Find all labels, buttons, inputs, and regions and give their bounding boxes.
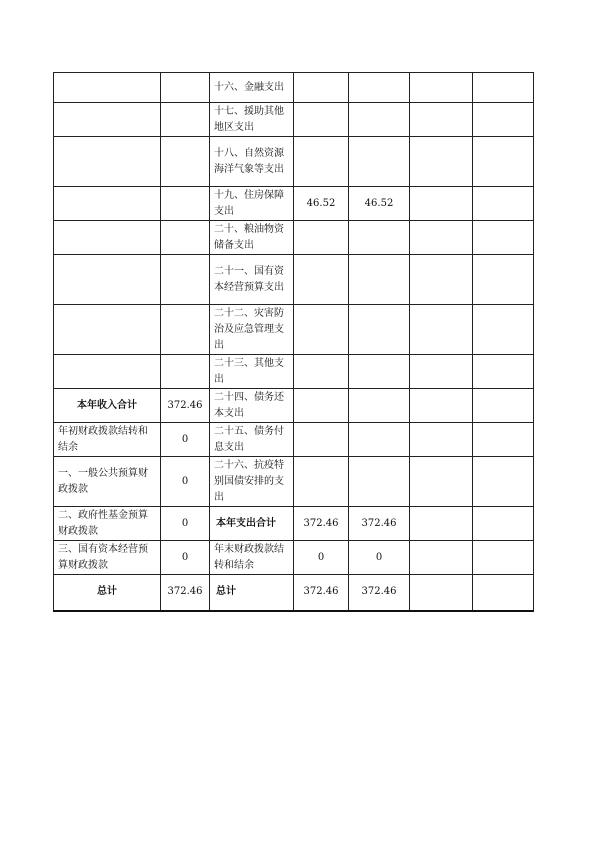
capital-budget-cell — [473, 255, 534, 305]
fund-budget-cell — [410, 355, 473, 389]
capital-budget-cell — [473, 187, 534, 221]
income-amount-cell: 0 — [161, 457, 210, 507]
fund-budget-cell — [410, 423, 473, 457]
table-row — [54, 541, 534, 575]
table-row — [54, 355, 534, 389]
expense-item-cell: 二十二、灾害防治及应急管理支出 — [210, 305, 294, 355]
table-row — [54, 423, 534, 457]
fund-budget-cell — [410, 137, 473, 187]
expense-item-cell: 二十五、债务付息支出 — [210, 423, 294, 457]
table-row — [54, 507, 534, 541]
expense-item-cell: 二十六、抗疫特别国债安排的支出 — [210, 457, 294, 507]
grand-total-label: 总计 — [54, 575, 161, 611]
capital-budget-cell — [473, 73, 534, 103]
expense-total-cell — [294, 423, 349, 457]
general-budget-cell — [349, 305, 410, 355]
general-budget-cell — [349, 355, 410, 389]
income-item-cell: 二、政府性基金预算财政拨款 — [54, 507, 161, 541]
table-row — [54, 255, 534, 305]
capital-budget-cell — [473, 103, 534, 137]
capital-budget-cell — [473, 423, 534, 457]
general-budget-cell — [349, 423, 410, 457]
table-row — [54, 305, 534, 355]
expense-total-cell — [294, 389, 349, 423]
expense-total-cell — [294, 103, 349, 137]
income-amount-cell — [161, 221, 210, 255]
capital-budget-cell — [473, 507, 534, 541]
general-budget-cell — [349, 103, 410, 137]
grand-total-label: 总计 — [210, 575, 294, 611]
capital-budget-cell — [473, 541, 534, 575]
income-amount-cell: 372.46 — [161, 389, 210, 423]
expense-total-cell — [294, 457, 349, 507]
table-row — [54, 457, 534, 507]
general-budget-cell — [349, 73, 410, 103]
table-row — [54, 221, 534, 255]
fund-budget-cell — [410, 541, 473, 575]
fund-budget-cell — [410, 575, 473, 611]
income-item-cell — [54, 103, 161, 137]
expense-total-cell — [294, 305, 349, 355]
income-amount-cell — [161, 73, 210, 103]
income-item-cell: 一、一般公共预算财政拨款 — [54, 457, 161, 507]
expense-item-cell: 十九、住房保障支出 — [210, 187, 294, 221]
fund-budget-cell — [410, 457, 473, 507]
expense-item-cell: 十七、援助其他地区支出 — [210, 103, 294, 137]
income-amount-cell — [161, 137, 210, 187]
income-amount-cell — [161, 355, 210, 389]
general-budget-cell: 0 — [349, 541, 410, 575]
income-amount-cell: 0 — [161, 507, 210, 541]
income-item-cell — [54, 187, 161, 221]
general-budget-cell: 372.46 — [349, 507, 410, 541]
expense-total-cell: 46.52 — [294, 187, 349, 221]
expense-item-cell: 年末财政拨款结转和结余 — [210, 541, 294, 575]
expense-total-cell: 372.46 — [294, 507, 349, 541]
general-budget-cell: 372.46 — [349, 575, 410, 611]
general-budget-cell — [349, 221, 410, 255]
fund-budget-cell — [410, 255, 473, 305]
expense-item-cell: 十八、自然资源海洋气象等支出 — [210, 137, 294, 187]
expense-item-cell: 二十四、债务还本支出 — [210, 389, 294, 423]
expense-total-cell — [294, 255, 349, 305]
capital-budget-cell — [473, 305, 534, 355]
general-budget-cell — [349, 137, 410, 187]
expense-item-cell: 二十、粮油物资储备支出 — [210, 221, 294, 255]
expense-total-label: 本年支出合计 — [210, 507, 294, 541]
income-amount-cell — [161, 103, 210, 137]
income-item-cell — [54, 355, 161, 389]
income-item-cell — [54, 221, 161, 255]
expense-total-cell — [294, 73, 349, 103]
income-amount-cell — [161, 255, 210, 305]
general-budget-cell — [349, 389, 410, 423]
fund-budget-cell — [410, 73, 473, 103]
expense-item-cell: 二十一、国有资本经营预算支出 — [210, 255, 294, 305]
expense-total-cell — [294, 137, 349, 187]
fund-budget-cell — [410, 221, 473, 255]
table-row — [54, 103, 534, 137]
fund-budget-cell — [410, 187, 473, 221]
income-amount-cell: 0 — [161, 541, 210, 575]
expense-total-cell: 372.46 — [294, 575, 349, 611]
table-row — [54, 73, 534, 103]
table-row — [54, 137, 534, 187]
income-item-cell: 三、国有资本经营预算财政拨款 — [54, 541, 161, 575]
income-amount-cell: 372.46 — [161, 575, 210, 611]
expense-total-cell — [294, 355, 349, 389]
expense-item-cell: 十六、金融支出 — [210, 73, 294, 103]
general-budget-cell — [349, 255, 410, 305]
expense-total-cell: 0 — [294, 541, 349, 575]
income-amount-cell — [161, 187, 210, 221]
capital-budget-cell — [473, 389, 534, 423]
income-item-cell: 年初财政拨款结转和结余 — [54, 423, 161, 457]
general-budget-cell: 46.52 — [349, 187, 410, 221]
income-item-cell — [54, 255, 161, 305]
fund-budget-cell — [410, 389, 473, 423]
fund-budget-cell — [410, 103, 473, 137]
capital-budget-cell — [473, 457, 534, 507]
table-row — [54, 389, 534, 423]
fund-budget-cell — [410, 507, 473, 541]
budget-table — [53, 72, 534, 612]
table-row — [54, 575, 534, 611]
capital-budget-cell — [473, 355, 534, 389]
income-total-label: 本年收入合计 — [54, 389, 161, 423]
fund-budget-cell — [410, 305, 473, 355]
income-item-cell — [54, 305, 161, 355]
capital-budget-cell — [473, 137, 534, 187]
expense-item-cell: 二十三、其他支出 — [210, 355, 294, 389]
table-row — [54, 187, 534, 221]
general-budget-cell — [349, 457, 410, 507]
income-amount-cell: 0 — [161, 423, 210, 457]
capital-budget-cell — [473, 575, 534, 611]
expense-total-cell — [294, 221, 349, 255]
capital-budget-cell — [473, 221, 534, 255]
income-item-cell — [54, 73, 161, 103]
income-item-cell — [54, 137, 161, 187]
income-amount-cell — [161, 305, 210, 355]
